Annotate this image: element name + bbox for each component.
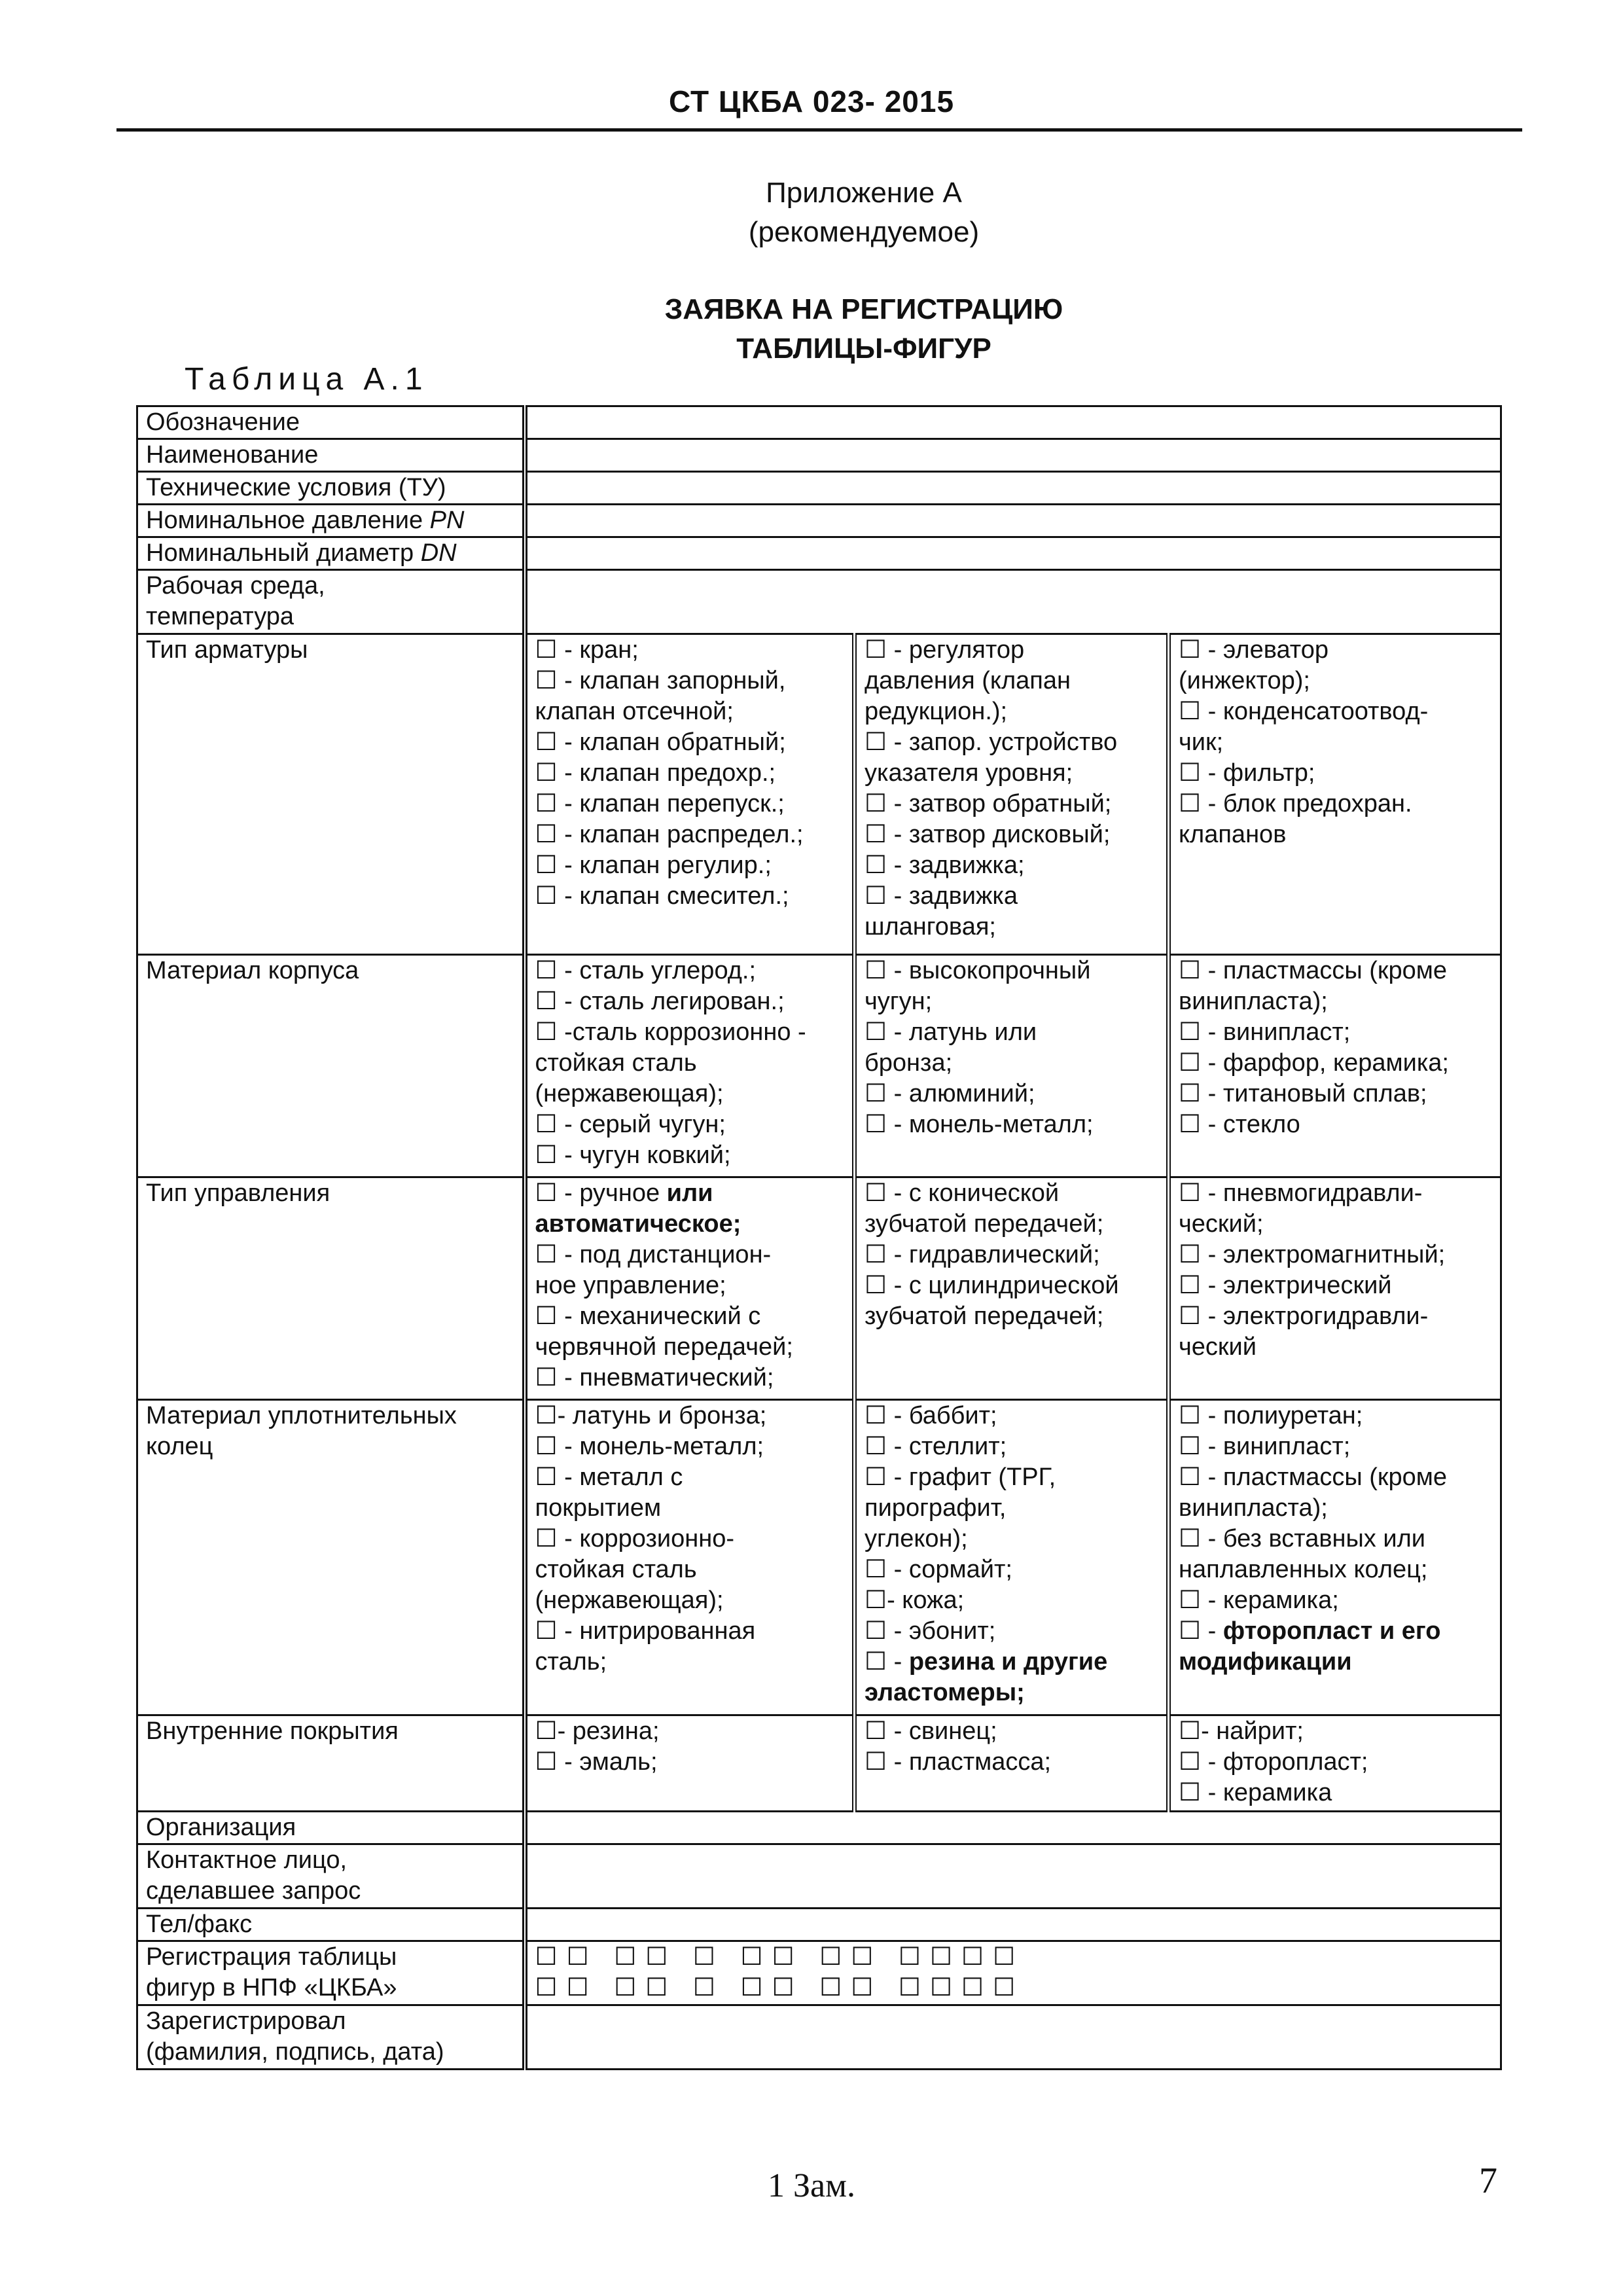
seal-option[interactable]: ☐ - баббит; bbox=[865, 1402, 997, 1429]
registration-form-table bbox=[136, 405, 1502, 2070]
seal-option[interactable]: ☐- латунь и бронза; bbox=[535, 1402, 767, 1429]
table-row bbox=[137, 955, 1501, 1177]
valve-option[interactable]: ☐ - затвор дисковый; bbox=[865, 821, 1111, 848]
material-option-cont: бронза; bbox=[865, 1049, 953, 1077]
coating-options-col2[interactable] bbox=[855, 1715, 1169, 1812]
valve-option-cont: чик; bbox=[1179, 728, 1224, 756]
seal-option-cont: (нержавеющая); bbox=[535, 1587, 724, 1614]
valve-option[interactable]: ☐ - клапан перепуск.; bbox=[535, 790, 785, 817]
control-option[interactable]: ☐ - электрогидравли- bbox=[1179, 1302, 1429, 1330]
header-rule bbox=[116, 128, 1522, 132]
valve-option-cont: указателя уровня; bbox=[865, 759, 1073, 787]
table-row bbox=[137, 1844, 1501, 1909]
row-label-valve-type: Тип арматуры bbox=[137, 634, 525, 955]
valve-type-options-col2[interactable] bbox=[855, 634, 1169, 955]
row-label-inner-coating: Внутренние покрытия bbox=[137, 1715, 525, 1812]
seal-option-cont: углекон); bbox=[865, 1525, 968, 1552]
row-label-body-material: Материал корпуса bbox=[137, 955, 525, 1177]
control-option[interactable]: ☐ - гидравлический; bbox=[865, 1241, 1100, 1268]
coating-option[interactable]: ☐- найрит; bbox=[1179, 1717, 1304, 1745]
seal-option[interactable]: ☐ - пластмассы (кроме bbox=[1179, 1463, 1448, 1491]
seal-option[interactable]: ☐ - винипласт; bbox=[1179, 1433, 1351, 1460]
control-option-cont: ное управление; bbox=[535, 1272, 726, 1299]
coating-option[interactable]: ☐ - керамика bbox=[1179, 1779, 1332, 1806]
row-label-registered-by: Зарегистрировал (фамилия, подпись, дата) bbox=[137, 2005, 525, 2070]
seal-option-cont: сталь; bbox=[535, 1648, 607, 1676]
valve-option[interactable]: ☐ - задвижка bbox=[865, 882, 1018, 910]
table-row bbox=[137, 1400, 1501, 1715]
change-note: 1 Зам. bbox=[767, 2167, 856, 2204]
control-option[interactable]: ☐ - ручное или bbox=[535, 1179, 713, 1207]
valve-option[interactable]: ☐ - конденсатоотвод- bbox=[1179, 698, 1429, 725]
row-label-name: Наименование bbox=[137, 439, 525, 472]
row-label-registration: Регистрация таблицы фигур в НПФ «ЦКБА» bbox=[137, 1941, 525, 2005]
seal-option-cont: винипласта); bbox=[1179, 1494, 1328, 1522]
seal-option-cont: наплавленных колец; bbox=[1179, 1556, 1428, 1583]
organization-field[interactable] bbox=[525, 1812, 1501, 1844]
seal-option-cont: покрытием bbox=[535, 1494, 662, 1522]
valve-option[interactable]: ☐ - клапан регулир.; bbox=[535, 852, 772, 879]
table-row bbox=[137, 2005, 1501, 2070]
valve-option-cont: клапан отсечной; bbox=[535, 698, 734, 725]
table-row bbox=[137, 505, 1501, 537]
table-row bbox=[137, 570, 1501, 634]
table-row bbox=[137, 1941, 1501, 2005]
seal-option[interactable]: ☐ - керамика; bbox=[1179, 1587, 1339, 1614]
coating-option[interactable]: ☐ - фторопласт; bbox=[1179, 1748, 1368, 1776]
valve-option-cont: редукцион.); bbox=[865, 698, 1008, 725]
seal-option[interactable]: ☐ - резина и другие bbox=[865, 1648, 1108, 1676]
table-row bbox=[137, 634, 1501, 955]
name-field[interactable] bbox=[525, 439, 1501, 472]
seal-option[interactable]: ☐ - сормайт; bbox=[865, 1556, 1012, 1583]
nominal-diameter-field[interactable] bbox=[525, 537, 1501, 570]
row-label-medium: Рабочая среда, температура bbox=[137, 570, 525, 634]
row-label-nominal-diameter: Номинальный диаметр DN bbox=[137, 537, 525, 570]
seal-material-options-col3[interactable] bbox=[1169, 1400, 1501, 1715]
control-option-cont: ческий; bbox=[1179, 1210, 1264, 1238]
valve-option[interactable]: ☐ - клапан запорный, bbox=[535, 667, 786, 694]
appendix-title: Приложение А bbox=[766, 177, 962, 209]
document-code: СТ ЦКБА 023- 2015 bbox=[668, 84, 955, 118]
control-option[interactable]: ☐ - электрический bbox=[1179, 1272, 1392, 1299]
seal-option[interactable]: ☐ - нитрированная bbox=[535, 1617, 756, 1645]
material-option[interactable]: ☐ - сталь легирован.; bbox=[535, 988, 785, 1015]
valve-option[interactable]: ☐ - фильтр; bbox=[1179, 759, 1315, 787]
material-option-cont: чугун; bbox=[865, 988, 933, 1015]
row-label-control-type: Тип управления bbox=[137, 1177, 525, 1400]
page-number: 7 bbox=[1479, 2161, 1497, 2201]
form-title-line-1: ЗАЯВКА НА РЕГИСТРАЦИЮ bbox=[664, 293, 1063, 325]
row-label-designation: Обозначение bbox=[137, 406, 525, 439]
row-label-phone: Тел/факс bbox=[137, 1909, 525, 1941]
nominal-pressure-field[interactable] bbox=[525, 505, 1501, 537]
valve-option[interactable]: ☐ - клапан обратный; bbox=[535, 728, 786, 756]
material-option-cont: винипласта); bbox=[1179, 988, 1328, 1015]
seal-option[interactable]: ☐ - металл с bbox=[535, 1463, 683, 1491]
material-option[interactable]: ☐ -сталь коррозионно - bbox=[535, 1018, 806, 1046]
valve-option[interactable]: ☐ - кран; bbox=[535, 636, 639, 664]
control-option-cont: червячной передачей; bbox=[535, 1333, 793, 1361]
table-caption: Таблица А.1 bbox=[185, 362, 429, 397]
seal-option[interactable]: ☐ - без вставных или bbox=[1179, 1525, 1425, 1552]
coating-options-col3[interactable] bbox=[1169, 1715, 1501, 1812]
phone-field[interactable] bbox=[525, 1909, 1501, 1941]
form-title-line-2: ТАБЛИЦЫ-ФИГУР bbox=[736, 332, 991, 365]
body-material-options-col2[interactable] bbox=[855, 955, 1169, 1177]
seal-option[interactable]: ☐ - полиуретан; bbox=[1179, 1402, 1363, 1429]
designation-field[interactable] bbox=[525, 406, 1501, 439]
coating-option[interactable]: ☐ - пластмасса; bbox=[865, 1748, 1052, 1776]
material-option[interactable]: ☐ - высокопрочный bbox=[865, 957, 1091, 984]
valve-option[interactable]: ☐ - элеватор bbox=[1179, 636, 1329, 664]
table-row bbox=[137, 406, 1501, 439]
body-material-options-col1[interactable] bbox=[525, 955, 855, 1177]
seal-option-cont: эластомеры; bbox=[865, 1679, 1025, 1706]
material-option[interactable]: ☐ - монель-металл; bbox=[865, 1111, 1094, 1138]
table-row bbox=[137, 1812, 1501, 1844]
table-row bbox=[137, 439, 1501, 472]
control-type-options-col1[interactable] bbox=[525, 1177, 855, 1400]
control-type-options-col2[interactable] bbox=[855, 1177, 1169, 1400]
material-option[interactable]: ☐ - алюминий; bbox=[865, 1080, 1035, 1107]
valve-option[interactable]: ☐ - клапан предохр.; bbox=[535, 759, 776, 787]
seal-material-options-col2[interactable] bbox=[855, 1400, 1169, 1715]
seal-option[interactable]: ☐- кожа; bbox=[865, 1587, 965, 1614]
row-label-tech-conditions: Технические условия (ТУ) bbox=[137, 472, 525, 505]
table-row bbox=[137, 1909, 1501, 1941]
material-option[interactable]: ☐ - стекло bbox=[1179, 1111, 1300, 1138]
coating-option[interactable]: ☐ - эмаль; bbox=[535, 1748, 658, 1776]
body-material-options-col3[interactable] bbox=[1169, 955, 1501, 1177]
seal-option[interactable]: ☐ - фторопласт и его bbox=[1179, 1617, 1441, 1645]
material-option-cont: стойкая сталь bbox=[535, 1049, 697, 1077]
valve-option[interactable]: ☐ - запор. устройство bbox=[865, 728, 1118, 756]
medium-field[interactable] bbox=[525, 570, 1501, 634]
valve-option[interactable]: ☐ - клапан распредел.; bbox=[535, 821, 804, 848]
material-option[interactable]: ☐ - винипласт; bbox=[1179, 1018, 1351, 1046]
valve-type-options-col3[interactable] bbox=[1169, 634, 1501, 955]
control-option-cont: ческий bbox=[1179, 1333, 1257, 1361]
seal-material-options-col1[interactable] bbox=[525, 1400, 855, 1715]
material-option[interactable]: ☐ - серый чугун; bbox=[535, 1111, 726, 1138]
coating-option[interactable]: ☐ - свинец; bbox=[865, 1717, 997, 1745]
tech-conditions-field[interactable] bbox=[525, 472, 1501, 505]
control-option[interactable]: ☐ - электромагнитный; bbox=[1179, 1241, 1446, 1268]
seal-option[interactable]: ☐ - графит (ТРГ, bbox=[865, 1463, 1056, 1491]
control-type-options-col3[interactable] bbox=[1169, 1177, 1501, 1400]
valve-option[interactable]: ☐ - блок предохран. bbox=[1179, 790, 1412, 817]
seal-option-cont: модификации bbox=[1179, 1648, 1352, 1676]
material-option[interactable]: ☐ - титановый сплав; bbox=[1179, 1080, 1427, 1107]
material-option[interactable]: ☐ - пластмассы (кроме bbox=[1179, 957, 1448, 984]
valve-option-cont: (инжектор); bbox=[1179, 667, 1310, 694]
material-option[interactable]: ☐ - фарфор, керамика; bbox=[1179, 1049, 1449, 1077]
seal-option[interactable]: ☐ - коррозионно- bbox=[535, 1525, 735, 1552]
valve-option[interactable]: ☐ - задвижка; bbox=[865, 852, 1025, 879]
row-label-nominal-pressure: Номинальное давление PN bbox=[137, 505, 525, 537]
coating-options-col1[interactable] bbox=[525, 1715, 855, 1812]
coating-option[interactable]: ☐- резина; bbox=[535, 1717, 660, 1745]
seal-option[interactable]: ☐ - эбонит; bbox=[865, 1617, 996, 1645]
valve-option[interactable]: ☐ - затвор обратный; bbox=[865, 790, 1112, 817]
valve-type-options-col1[interactable] bbox=[525, 634, 855, 955]
row-label-contact: Контактное лицо, сделавшее запрос bbox=[137, 1844, 525, 1909]
seal-option[interactable]: ☐ - монель-металл; bbox=[535, 1433, 764, 1460]
table-row bbox=[137, 472, 1501, 505]
valve-option-cont: шланговая; bbox=[865, 913, 996, 941]
registered-by-field[interactable] bbox=[525, 2005, 1501, 2070]
contact-field[interactable] bbox=[525, 1844, 1501, 1909]
table-row bbox=[137, 1715, 1501, 1812]
valve-option-cont: давления (клапан bbox=[865, 667, 1071, 694]
registration-boxes-line[interactable]: ☐☐ ☐☐ ☐ ☐☐ ☐☐ ☐☐☐☐ bbox=[535, 1943, 1025, 1971]
control-option[interactable]: ☐ - пневматический; bbox=[535, 1364, 774, 1391]
row-label-seal-material: Материал уплотнительных колец bbox=[137, 1400, 525, 1715]
control-option[interactable]: ☐ - под дистанцион- bbox=[535, 1241, 772, 1268]
seal-option-cont: стойкая сталь bbox=[535, 1556, 697, 1583]
control-option[interactable]: ☐ - механический с bbox=[535, 1302, 761, 1330]
material-option[interactable]: ☐ - чугун ковкий; bbox=[535, 1141, 731, 1169]
control-option[interactable]: ☐ - с цилиндрической bbox=[865, 1272, 1119, 1299]
seal-option-cont: пирографит, bbox=[865, 1494, 1007, 1522]
table-row bbox=[137, 1177, 1501, 1400]
table-row bbox=[137, 537, 1501, 570]
valve-option[interactable]: ☐ - регулятор bbox=[865, 636, 1025, 664]
control-option-cont: автоматическое; bbox=[535, 1210, 741, 1238]
material-option-cont: (нержавеющая); bbox=[535, 1080, 724, 1107]
seal-option[interactable]: ☐ - стеллит; bbox=[865, 1433, 1007, 1460]
material-option[interactable]: ☐ - латунь или bbox=[865, 1018, 1037, 1046]
row-label-organization: Организация bbox=[137, 1812, 525, 1844]
material-option[interactable]: ☐ - сталь углерод.; bbox=[535, 957, 757, 984]
control-option[interactable]: ☐ - с конической bbox=[865, 1179, 1060, 1207]
control-option[interactable]: ☐ - пневмогидравли- bbox=[1179, 1179, 1423, 1207]
control-option-cont: зубчатой передачей; bbox=[865, 1302, 1104, 1330]
valve-option[interactable]: ☐ - клапан смесител.; bbox=[535, 882, 789, 910]
appendix-type: (рекомендуемое) bbox=[748, 216, 980, 248]
registration-number-boxes[interactable] bbox=[525, 1941, 1501, 2005]
valve-option-cont: клапанов bbox=[1179, 821, 1287, 848]
control-option-cont: зубчатой передачей; bbox=[865, 1210, 1104, 1238]
registration-boxes-line[interactable]: ☐☐ ☐☐ ☐ ☐☐ ☐☐ ☐☐☐☐ bbox=[535, 1974, 1025, 2001]
